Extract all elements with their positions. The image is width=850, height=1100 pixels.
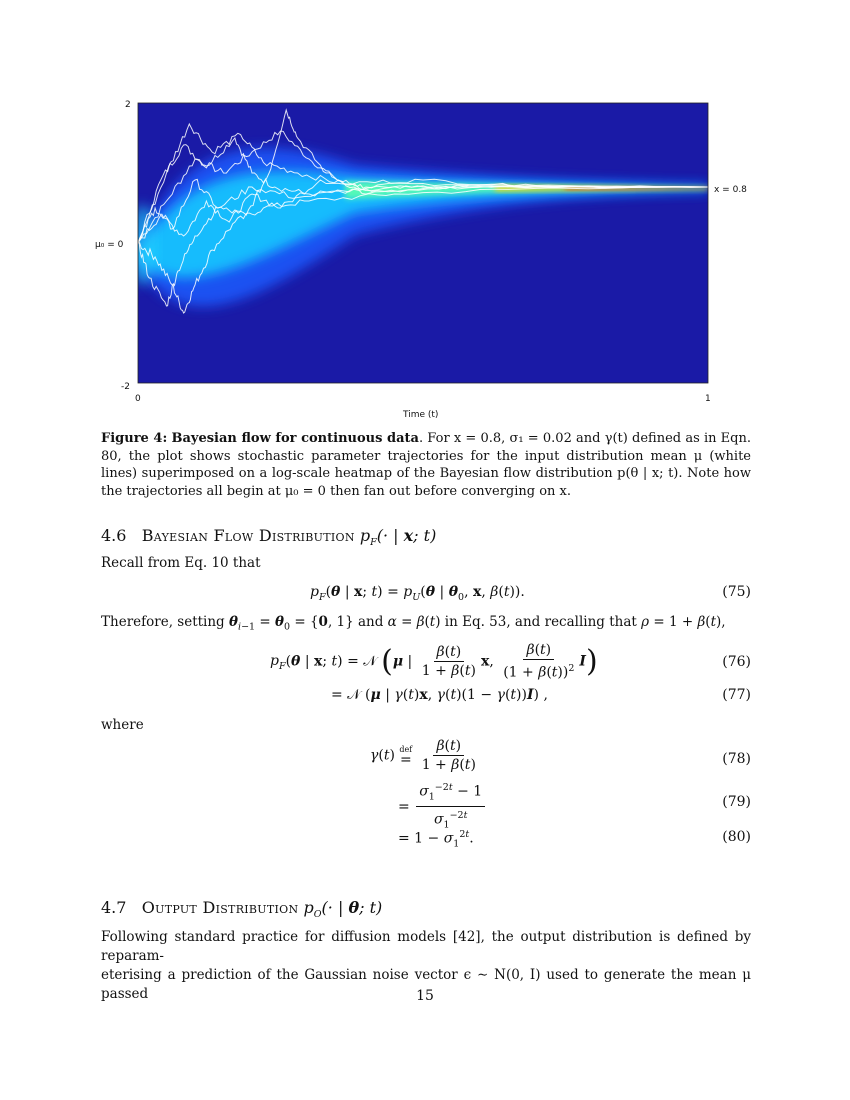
where-text: where	[101, 717, 144, 733]
equation-78: γ(t) def = $\frac{\beta(t)}{1 + \beta(t)}$	[370, 738, 476, 773]
caption-line2: plot shows stochastic parameter trajectories for the input distribution mean μ (white lines) superimposed on	[101, 448, 751, 481]
ytick-right-x: x = 0.8	[714, 185, 747, 195]
section-math: $p_F(\cdot$ | x; t)	[359, 526, 437, 549]
section-number: 4.6	[101, 526, 127, 545]
xtick-0: 0	[135, 394, 141, 404]
equation-77: = 𝒩 (μ | γ(t)x, γ(t)(1 − γ(t))I) ,	[331, 687, 548, 703]
x-axis-label: Time (t)	[403, 410, 439, 420]
figure-caption	[101, 430, 751, 500]
flow-distribution-origin-glow	[129, 205, 157, 285]
equation-76: $p_F(\theta$ | x; t) = 𝒩 (μ | $\frac{\beta(t)}{1 + \beta(t)}$ x, $\frac{\beta(t)}{(1 + \beta(t))^2}$ I)	[270, 642, 598, 681]
section-math: $p_O(\cdot$ | θ; t)	[303, 898, 383, 921]
eq-number-75: (75)	[722, 584, 751, 600]
s47-line2: eterising a prediction of the Gaussian noise vector ϵ ∼ N(0, I) used to generate the mean μ passed	[101, 967, 751, 1002]
eq-number-80: (80)	[722, 829, 751, 845]
section-4-6-heading	[101, 526, 436, 548]
caption-line1: . For x = 0.8, σ₁ = 0.02 and γ(t) defined as in Eqn. 80, the	[101, 431, 752, 464]
caption-line4: then fan out before converging on x.	[330, 483, 572, 499]
recall-text: Recall from Eq. 10 that	[101, 555, 261, 571]
equation-80: = $1 - \sigma_1^{2t}$.	[398, 829, 474, 850]
section-number: 4.7	[101, 898, 127, 917]
section-title: Output Distribution	[141, 898, 299, 917]
eq-number-77: (77)	[722, 687, 751, 703]
eq-number-79: (79)	[722, 794, 751, 810]
ytick-top: 2	[125, 100, 131, 110]
bayesian-flow-heatmap-figure	[95, 95, 795, 425]
caption-line3: a log-scale heatmap of the Bayesian flow distribution p(θ | x; t). Note how the trajectories all begin at μ₀ = 0	[101, 466, 752, 499]
page-number: 15	[416, 988, 434, 1004]
equation-79: = $\frac{\sigma_1^{-2t} - 1}{\sigma_1^{-2t}}$	[398, 780, 487, 834]
ytick-mu0: μ₀ = 0	[95, 240, 124, 250]
section-4-7-heading	[101, 898, 382, 920]
therefore-text: Therefore, setting $\theta_{i-1} = \theta_0 = \{0$, 1} and α = β(t) in Eq. 53, and recalling that ρ = 1 + β(t),	[101, 614, 726, 633]
equation-75: $p_F(\theta$ | x; $t) = p_U(\theta$ | $\theta_0$, x, β(t)).	[310, 584, 525, 603]
caption-label: Figure 4:	[101, 431, 168, 446]
ytick-bottom: -2	[121, 382, 130, 392]
eq-number-76: (76)	[722, 654, 751, 670]
s47-line1: Following standard practice for diffusion models [42], the output distribution is defined by reparam-	[101, 929, 751, 964]
section-title: Bayesian Flow Distribution	[141, 526, 355, 545]
eq-number-78: (78)	[722, 751, 751, 767]
xtick-1: 1	[705, 394, 711, 404]
caption-title: Bayesian flow for continuous data	[171, 431, 419, 446]
